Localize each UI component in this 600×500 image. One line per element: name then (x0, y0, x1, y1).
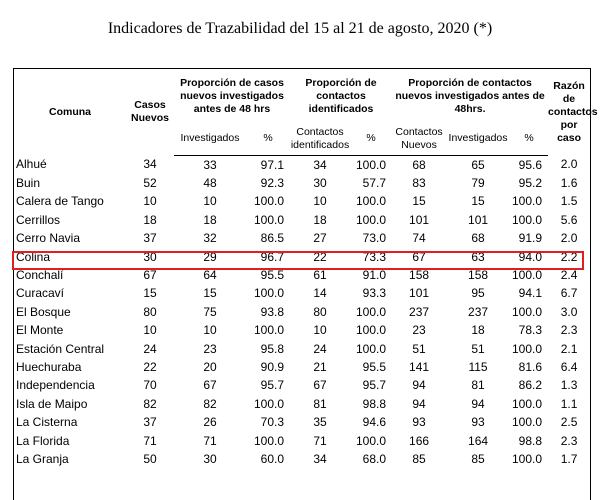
cell-investigados: 32 (203, 231, 217, 246)
subheader-pct-1: % (246, 123, 290, 155)
cell-contactos-nuevos: 93 (412, 415, 426, 430)
cell-contactos-nuevos: 141 (409, 359, 430, 374)
cell-casos-nuevos: 24 (143, 341, 157, 356)
cell-contactos-nuevos: 101 (409, 212, 430, 227)
cell-pct-contactos: 73.3 (362, 249, 387, 264)
cell-casos-nuevos: 52 (143, 176, 157, 191)
cell-contactos-investigados: 164 (468, 433, 489, 448)
cell-pct-contactos: 100.0 (356, 341, 387, 356)
header-casos-nuevos: Casos Nuevos (131, 99, 169, 124)
table-row (14, 358, 590, 376)
cell-pct-contactos: 100.0 (356, 304, 387, 319)
subheader-pct-2: % (350, 123, 392, 155)
cell-razon: 1.3 (560, 378, 578, 393)
page-title: Indicadores de Trazabilidad del 15 al 21 de agosto, 2020 (*) (107, 20, 493, 37)
cell-pct-contactos-investigados: 98.8 (518, 433, 543, 448)
cell-pct-contactos: 100.0 (356, 323, 387, 338)
cell-comuna: La Florida (16, 433, 70, 448)
cell-comuna: Curacaví (16, 286, 65, 301)
cell-casos-nuevos: 15 (143, 286, 157, 301)
subheader-investigados: Investigados (174, 123, 246, 155)
cell-contactos-investigados: 65 (471, 157, 485, 172)
table-row (14, 229, 590, 247)
cell-contactos-nuevos: 85 (412, 451, 426, 466)
cell-contactos-identificados: 22 (313, 249, 327, 264)
cell-pct-contactos-investigados: 100.0 (512, 341, 543, 356)
cell-razon: 1.6 (560, 176, 578, 191)
cell-comuna: Colina (16, 249, 51, 264)
cell-comuna: Isla de Maipo (16, 396, 88, 411)
cell-contactos-nuevos: 74 (412, 231, 426, 246)
cell-contactos-identificados: 27 (313, 231, 327, 246)
cell-contactos-nuevos: 15 (412, 194, 426, 209)
cell-investigados: 48 (203, 176, 217, 191)
cell-contactos-investigados: 85 (471, 451, 485, 466)
cell-contactos-investigados: 95 (471, 286, 485, 301)
table-row (14, 413, 590, 431)
cell-comuna: Estación Central (16, 341, 105, 356)
cell-investigados: 20 (203, 359, 217, 374)
cell-pct-investigados: 95.8 (260, 341, 285, 356)
cell-contactos-investigados: 94 (471, 396, 485, 411)
table-row (14, 211, 590, 229)
cell-contactos-identificados: 10 (313, 323, 327, 338)
cell-razon: 2.0 (560, 231, 578, 246)
cell-contactos-nuevos: 166 (409, 433, 430, 448)
cell-contactos-identificados: 34 (313, 451, 327, 466)
subheader-investigados-2: Investigados (446, 123, 510, 155)
cell-contactos-identificados: 71 (313, 433, 327, 448)
cell-casos-nuevos: 18 (143, 212, 157, 227)
cell-contactos-investigados: 115 (468, 359, 488, 374)
cell-pct-investigados: 93.8 (260, 304, 285, 319)
cell-investigados: 15 (203, 286, 217, 301)
cell-contactos-nuevos: 94 (412, 378, 426, 393)
subheader-contactos-identificados: Contactos identificados (290, 123, 350, 155)
cell-contactos-nuevos: 237 (409, 304, 430, 319)
cell-casos-nuevos: 70 (143, 378, 157, 393)
cell-contactos-nuevos: 51 (412, 341, 426, 356)
cell-investigados: 10 (203, 194, 217, 209)
cell-pct-contactos-investigados: 100.0 (512, 212, 543, 227)
cell-pct-contactos: 73.0 (362, 231, 387, 246)
cell-contactos-identificados: 67 (313, 378, 327, 393)
cell-pct-contactos: 100.0 (356, 194, 387, 209)
cell-contactos-identificados: 24 (313, 341, 327, 356)
header-group-contactos-investigados: Proporción de contactos nuevos investigados antes de 48hrs. (395, 76, 545, 115)
cell-comuna: Alhué (16, 157, 47, 172)
cell-contactos-identificados: 10 (313, 194, 327, 209)
cell-contactos-nuevos: 158 (409, 268, 430, 283)
cell-investigados: 71 (203, 433, 217, 448)
cell-investigados: 64 (203, 268, 217, 283)
table-row (14, 450, 590, 468)
cell-contactos-investigados: 51 (471, 341, 485, 356)
cell-pct-contactos: 100.0 (356, 433, 387, 448)
cell-comuna: Cerro Navia (16, 231, 81, 246)
cell-casos-nuevos: 10 (143, 194, 157, 209)
cell-comuna: Conchalí (16, 268, 64, 283)
cell-contactos-identificados: 34 (313, 157, 327, 172)
cell-razon: 5.6 (560, 212, 578, 227)
cell-contactos-investigados: 158 (468, 268, 489, 283)
cell-contactos-investigados: 81 (471, 378, 485, 393)
cell-pct-contactos-investigados: 100.0 (512, 194, 543, 209)
cell-contactos-nuevos: 94 (412, 396, 426, 411)
header-comuna: Comuna (49, 105, 91, 118)
cell-contactos-identificados: 14 (313, 286, 327, 301)
cell-casos-nuevos: 22 (143, 359, 157, 374)
cell-comuna: Huechuraba (16, 359, 82, 374)
cell-contactos-investigados: 101 (468, 212, 489, 227)
cell-pct-contactos-investigados: 100.0 (512, 304, 543, 319)
table-body (14, 155, 590, 468)
cell-contactos-identificados: 30 (313, 176, 327, 191)
table-row (14, 174, 590, 192)
cell-contactos-nuevos: 101 (409, 286, 430, 301)
table-row (14, 376, 590, 394)
cell-razon: 1.7 (560, 451, 578, 466)
cell-pct-investigados: 70.3 (260, 415, 285, 430)
cell-pct-contactos: 94.6 (362, 415, 387, 430)
cell-casos-nuevos: 71 (143, 433, 157, 448)
cell-pct-investigados: 100.0 (253, 323, 285, 338)
cell-pct-contactos-investigados: 100.0 (512, 396, 543, 411)
cell-pct-contactos: 95.7 (362, 378, 387, 393)
cell-comuna: La Granja (16, 451, 69, 466)
cell-investigados: 23 (203, 341, 217, 356)
cell-contactos-investigados: 63 (471, 249, 485, 264)
table-row (14, 321, 590, 339)
cell-pct-contactos: 68.0 (362, 451, 387, 466)
cell-pct-investigados: 100.0 (253, 194, 285, 209)
cell-casos-nuevos: 30 (143, 249, 157, 264)
cell-pct-investigados: 90.9 (260, 359, 285, 374)
cell-pct-contactos-investigados: 95.6 (518, 157, 543, 172)
cell-contactos-nuevos: 68 (412, 157, 426, 172)
cell-razon: 2.4 (560, 268, 578, 283)
cell-casos-nuevos: 82 (143, 396, 157, 411)
cell-contactos-nuevos: 83 (412, 176, 426, 191)
cell-comuna: Independencia (16, 378, 95, 393)
cell-investigados: 18 (203, 212, 217, 227)
traceability-table-container (13, 68, 598, 500)
table-row (14, 155, 590, 174)
cell-contactos-investigados: 93 (471, 415, 485, 430)
cell-casos-nuevos: 80 (143, 304, 157, 319)
cell-contactos-identificados: 18 (313, 212, 327, 227)
cell-pct-investigados: 86.5 (260, 231, 285, 246)
cell-razon: 2.3 (560, 323, 578, 338)
cell-pct-investigados: 95.5 (260, 268, 285, 283)
subheader-pct-3: % (510, 123, 548, 155)
cell-contactos-identificados: 61 (313, 268, 327, 283)
cell-investigados: 75 (203, 304, 217, 319)
cell-pct-investigados: 100.0 (253, 212, 285, 227)
cell-razon: 2.5 (560, 415, 578, 430)
cell-investigados: 29 (203, 249, 217, 264)
cell-pct-contactos-investigados: 94.1 (518, 286, 543, 301)
cell-razon: 6.7 (560, 286, 578, 301)
cell-pct-contactos-investigados: 78.3 (518, 323, 543, 338)
cell-casos-nuevos: 34 (143, 157, 157, 172)
subheader-contactos-nuevos: Contactos Nuevos (392, 123, 446, 155)
cell-contactos-investigados: 68 (471, 231, 485, 246)
cell-pct-contactos-investigados: 94.0 (518, 249, 543, 264)
table-row (14, 303, 590, 321)
cell-casos-nuevos: 37 (143, 231, 157, 246)
cell-razon: 2.2 (560, 249, 578, 264)
cell-pct-contactos-investigados: 100.0 (512, 451, 543, 466)
cell-contactos-identificados: 35 (313, 415, 327, 430)
cell-razon: 2.1 (560, 341, 578, 356)
cell-razon: 2.3 (560, 433, 578, 448)
cell-pct-investigados: 100.0 (253, 433, 285, 448)
cell-investigados: 82 (203, 396, 217, 411)
cell-razon: 2.0 (560, 157, 578, 172)
cell-comuna: El Monte (16, 323, 64, 338)
cell-pct-contactos-investigados: 95.2 (518, 176, 543, 191)
cell-investigados: 30 (203, 451, 217, 466)
cell-pct-investigados: 100.0 (253, 286, 285, 301)
cell-casos-nuevos: 37 (143, 415, 157, 430)
table-row (14, 247, 590, 265)
cell-comuna: Buin (16, 176, 41, 191)
cell-contactos-nuevos: 67 (412, 249, 426, 264)
cell-pct-investigados: 92.3 (260, 176, 285, 191)
cell-razon: 6.4 (560, 359, 578, 374)
table-row (14, 284, 590, 302)
cell-comuna: El Bosque (16, 304, 71, 319)
cell-pct-investigados: 97.1 (260, 157, 285, 172)
cell-pct-contactos: 91.0 (362, 268, 387, 283)
header-group-casos-investigados: Proporción de casos nuevos investigados antes de 48 hrs (180, 76, 284, 115)
cell-comuna: Cerrillos (16, 212, 61, 227)
cell-pct-contactos: 95.5 (362, 359, 387, 374)
cell-investigados: 10 (203, 323, 217, 338)
cell-pct-contactos-investigados: 100.0 (512, 268, 543, 283)
cell-pct-contactos: 100.0 (356, 212, 387, 227)
cell-investigados: 67 (203, 378, 217, 393)
cell-contactos-identificados: 21 (313, 359, 327, 374)
cell-casos-nuevos: 10 (143, 323, 157, 338)
cell-pct-investigados: 96.7 (260, 249, 285, 264)
cell-pct-investigados: 100.0 (253, 396, 285, 411)
cell-contactos-investigados: 237 (468, 304, 489, 319)
cell-casos-nuevos: 50 (143, 451, 157, 466)
table-row (14, 431, 590, 449)
cell-investigados: 26 (203, 415, 217, 430)
cell-casos-nuevos: 67 (143, 268, 157, 283)
cell-pct-contactos-investigados: 86.2 (518, 378, 543, 393)
header-group-contactos-identificados: Proporción de contactos identificados (305, 76, 377, 115)
cell-contactos-identificados: 80 (313, 304, 327, 319)
table-row (14, 339, 590, 357)
table-row (14, 192, 590, 210)
cell-contactos-investigados: 15 (471, 194, 485, 209)
cell-pct-contactos-investigados: 100.0 (512, 415, 543, 430)
cell-pct-contactos-investigados: 81.6 (518, 359, 543, 374)
cell-pct-contactos: 98.8 (362, 396, 387, 411)
cell-pct-contactos: 100.0 (356, 157, 387, 172)
cell-investigados: 33 (203, 157, 217, 172)
cell-razon: 3.0 (560, 304, 578, 319)
cell-razon: 1.5 (560, 194, 578, 209)
cell-pct-contactos: 93.3 (362, 286, 387, 301)
cell-comuna: Calera de Tango (16, 194, 104, 209)
cell-pct-contactos-investigados: 91.9 (518, 231, 543, 246)
header-razon: Razón de contactos por caso (548, 79, 598, 144)
table-row (14, 266, 590, 284)
cell-pct-investigados: 95.7 (260, 378, 285, 393)
cell-contactos-investigados: 18 (471, 323, 485, 338)
cell-contactos-nuevos: 23 (412, 323, 426, 338)
cell-pct-investigados: 60.0 (260, 451, 285, 466)
table-row (14, 395, 590, 413)
cell-razon: 1.1 (560, 396, 578, 411)
traceability-table (14, 69, 598, 468)
cell-contactos-investigados: 79 (471, 176, 485, 191)
cell-comuna: La Cisterna (16, 415, 78, 430)
cell-contactos-identificados: 81 (313, 396, 327, 411)
cell-pct-contactos: 57.7 (362, 176, 387, 191)
